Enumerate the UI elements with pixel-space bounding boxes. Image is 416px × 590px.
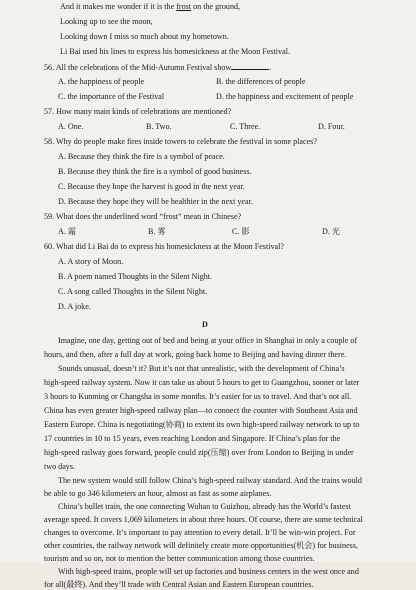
option-59-c[interactable]: C. 影 [232, 227, 250, 236]
answer-blank[interactable] [231, 62, 272, 72]
poem-line: Li Bai used his lines to express his homesickness at the Moon Festival. [60, 47, 290, 56]
passage-line: The new system would still follow China’s high-speed railway standard. And the trains would [58, 476, 362, 485]
option-59-b[interactable]: B. 雾 [148, 227, 166, 236]
passage-line: average speed. It covers 1,069 kilometers in about three hours. Of course, there are some technical [44, 515, 363, 524]
option-59-a[interactable]: A. 霜 [58, 227, 76, 236]
option-56-d[interactable]: D. the happiness and excitement of people [216, 92, 354, 101]
section-heading-d: D [202, 320, 208, 329]
option-60-b[interactable]: B. A poem named Thoughts in the Silent Night. [58, 272, 213, 281]
poem-line [60, 2, 240, 12]
passage-line: for all(最终). And they’ll trade with Central Asian and Eastern European countries. [44, 580, 314, 589]
option-57-d[interactable]: D. Four. [318, 122, 345, 131]
passage-line: be able to go 346 kilometers an hour, almost as fast as some airplanes. [44, 489, 272, 498]
poem-line: Looking up to see the moon, [60, 17, 153, 26]
poem-text: And it makes me wonder if it is the [60, 2, 177, 11]
passage-line: 3 hours to Kunming or Changsha in some months. It’s easier for us to travel. And that’s not all. [44, 392, 352, 401]
passage-line: tourism and so on, not to mention the better communication among those countries. [44, 554, 315, 563]
option-60-d[interactable]: D. A joke. [58, 302, 91, 311]
option-56-b[interactable]: B. the differences of people [216, 77, 306, 86]
passage-line: high-speed railway goes forward, people could zip(压缩) over from London to Beijing in under [44, 448, 354, 457]
option-56-c[interactable]: C. the importance of the Festival [58, 92, 165, 101]
option-59-d[interactable]: D. 光 [322, 227, 340, 236]
passage-line: hours, and then, after a full day at work, going back home to Beijing and having dinner there. [44, 350, 347, 359]
option-60-c[interactable]: C. A song called Thoughts in the Silent Night. [58, 287, 208, 296]
option-57-b[interactable]: B. Two. [146, 122, 172, 131]
option-56-a[interactable]: A. the happiness of people [58, 77, 145, 86]
option-58-d[interactable]: D. Because they hope they will be healthier in the next year. [58, 197, 253, 206]
question-58-stem: 58. Why do people make fires inside towers to celebrate the festival in some places? [44, 137, 317, 146]
underlined-word-frost: frost [176, 2, 192, 11]
question-text: . [269, 63, 272, 72]
passage-line: With high-speed trains, people will set up factories and business centers in the west once and [58, 567, 359, 576]
question-57-stem: 57. How many main kinds of celebrations are mentioned? [44, 107, 232, 116]
poem-line: Looking down I miss so much about my hometown. [60, 32, 229, 41]
question-59-stem: 59. What does the underlined word “frost” mean in Chinese? [44, 212, 242, 221]
passage-line: two days. [44, 462, 76, 471]
passage-line: China’s bullet train, the one connecting Wuhan to Guizhou, already has the World’s fastest [58, 502, 351, 511]
option-58-b[interactable]: B. Because they think the fire is a symbol of good business. [58, 167, 252, 176]
question-text: 56. All the celebrations of the Mid-Autumn Festival show [44, 63, 232, 72]
poem-text: on the ground, [191, 2, 241, 11]
passage-line: China has even greater high-speed railway plan—to connect the counter with Southeast Asia and [44, 406, 358, 415]
option-57-a[interactable]: A. One. [58, 122, 84, 131]
question-56-stem [44, 62, 271, 73]
passage-line: Imagine, one day, getting out of bed and being at your office in Shanghai in only a couple of [58, 336, 358, 345]
passage-line: other countries, the railway network will definitely create more opportunities(机会) for business, [44, 541, 358, 550]
passage-line: Sounds unusual, doesn’t it? But it’s not that unrealistic, with the development of China’s [58, 364, 345, 373]
passage-line: 17 countries in 10 to 15 years, even reaching London and Singapore. If China’s plan for the [44, 434, 341, 443]
option-57-c[interactable]: C. Three. [230, 122, 261, 131]
passage-line: Eastern Europe. China is negotiating(协商) to extent its own high-speed railway network to up to [44, 420, 360, 429]
option-60-a[interactable]: A. A story of Moon. [58, 257, 124, 266]
passage-line: high-speed railway system. Now it can take us about 5 hours to get to Guangzhou, sooner or later [44, 378, 360, 387]
option-58-a[interactable]: A. Because they think the fire is a symbol of peace. [58, 152, 225, 161]
passage-line: changes to overcome. It’s important to pay attention to every detail. It’ll be win-win project. For [44, 528, 356, 537]
option-58-c[interactable]: C. Because they hope the harvest is good in the next year. [58, 182, 245, 191]
question-60-stem: 60. What did Li Bai do to express his homesickness at the Moon Festival? [44, 242, 284, 251]
